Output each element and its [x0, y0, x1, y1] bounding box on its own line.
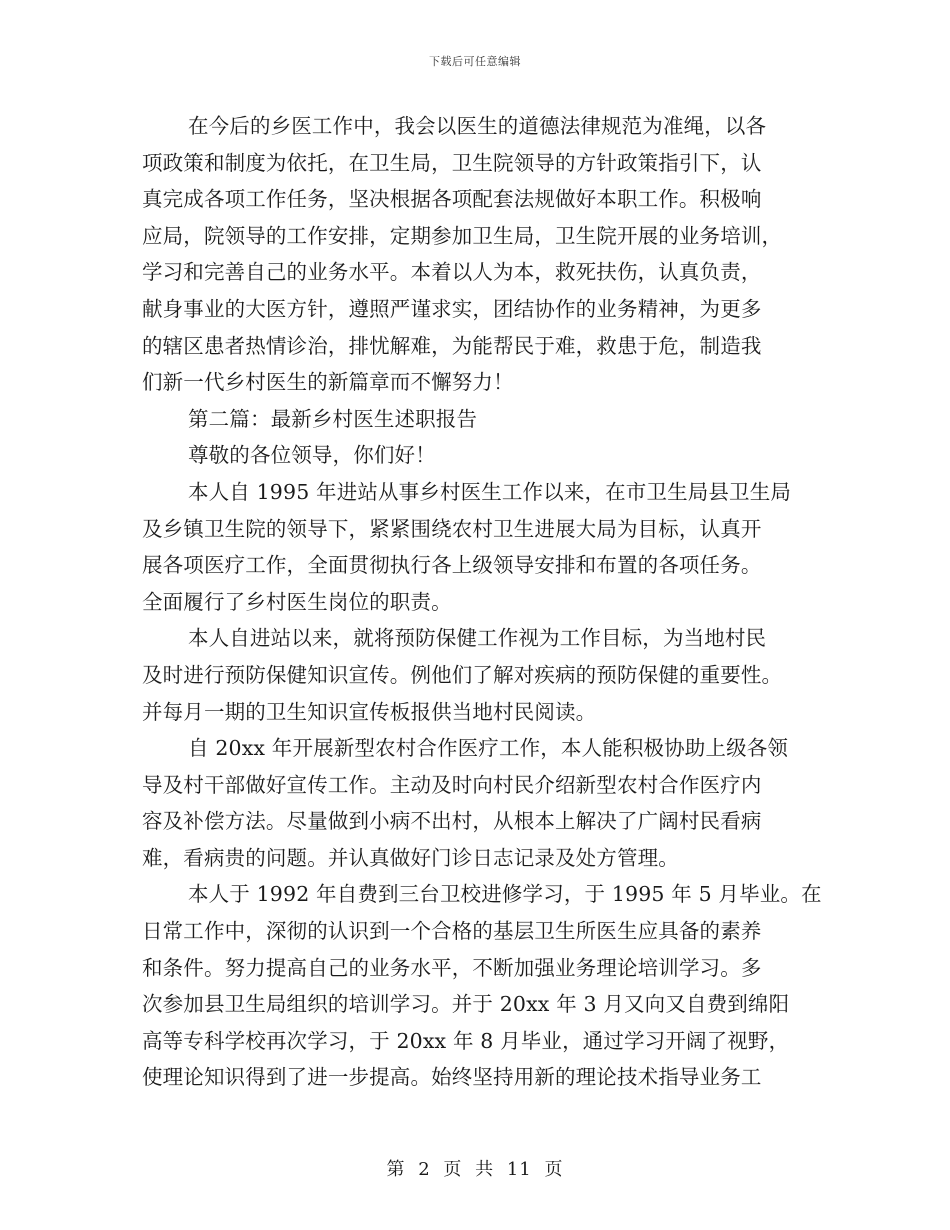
text-line: 高等专科学校再次学习，于 20xx 年 8 月毕业，通过学习开阔了视野，	[142, 1028, 790, 1053]
greeting	[142, 437, 814, 474]
text-line: 们新一代乡村医生的新篇章而不懈努力！	[142, 370, 514, 395]
text-line: 难，看病贵的问题。并认真做好门诊日志记录及处方管理。	[142, 845, 679, 870]
paragraph	[142, 876, 822, 1096]
text-line: 第二篇：最新乡村医生述职报告	[188, 406, 478, 431]
text-line: 的辖区患者热情诊治，排忧解难，为能帮民于难，救患于危，制造我	[142, 333, 762, 358]
text-line: 献身事业的大医方针，遵照严谨求实，团结协作的业务精神，为更多	[142, 296, 762, 321]
paragraph	[142, 108, 814, 401]
paragraph	[142, 730, 814, 876]
text-line: 本人于 1992 年自费到三台卫校进修学习，于 1995 年 5 月毕业。在	[188, 882, 822, 907]
text-line: 本人自进站以来，就将预防保健工作视为工作目标，为当地村民	[188, 626, 767, 651]
text-line: 在今后的乡医工作中，我会以医生的道德法律规范为准绳，以各	[188, 114, 767, 138]
text-line: 项政策和制度为依托，在卫生局，卫生院领导的方针政策指引下，认	[142, 150, 762, 175]
page-number-footer: 第 2 页 共 11 页	[386, 1159, 564, 1180]
text-line: 本人自 1995 年进站从事乡村医生工作以来，在市卫生局县卫生局	[188, 479, 792, 504]
text-line: 尊敬的各位领导，你们好！	[188, 443, 436, 468]
paragraph	[142, 620, 814, 730]
text-line: 使理论知识得到了进一步提高。始终坚持用新的理论技术指导业务工	[142, 1065, 762, 1090]
text-line: 及乡镇卫生院的领导下，紧紧围绕农村卫生进展大局为目标，认真开	[142, 516, 762, 541]
text-line: 全面履行了乡村医生岗位的职责。	[142, 589, 452, 614]
paragraph	[142, 474, 814, 620]
text-line: 日常工作中，深彻的认识到一个合格的基层卫生所医生应具备的素养	[142, 919, 762, 944]
text-line: 容及补偿方法。尽量做到小病不出村，从根本上解决了广阔村民看病	[142, 809, 762, 834]
text-line: 导及村干部做好宣传工作。主动及时向村民介绍新型农村合作医疗内	[142, 772, 762, 797]
text-line: 并每月一期的卫生知识宣传板报供当地村民阅读。	[142, 699, 597, 724]
text-line: 真完成各项工作任务，坚决根据各项配套法规做好本职工作。积极响	[142, 187, 762, 212]
text-line: 应局，院领导的工作安排，定期参加卫生局，卫生院开展的业务培训，	[142, 223, 783, 248]
document-body	[142, 108, 822, 1096]
text-line: 展各项医疗工作，全面贯彻执行各上级领导安排和布置的各项任务。	[142, 553, 762, 578]
text-line: 次参加县卫生局组织的培训学习。并于 20xx 年 3 月又向又自费到绵阳	[142, 992, 790, 1017]
text-line: 及时进行预防保健知识宣传。例他们了解对疾病的预防保健的重要性。	[142, 662, 783, 687]
text-line: 和条件。努力提高自己的业务水平，不断加强业务理论培训学习。多	[142, 955, 762, 980]
section-title	[142, 401, 814, 438]
text-line: 学习和完善自己的业务水平。本着以人为本，救死扶伤，认真负责，	[142, 260, 762, 285]
page-header: 下载后可任意编辑	[429, 55, 521, 68]
text-line: 自 20xx 年开展新型农村合作医疗工作，本人能积极协助上级各领	[188, 736, 789, 761]
